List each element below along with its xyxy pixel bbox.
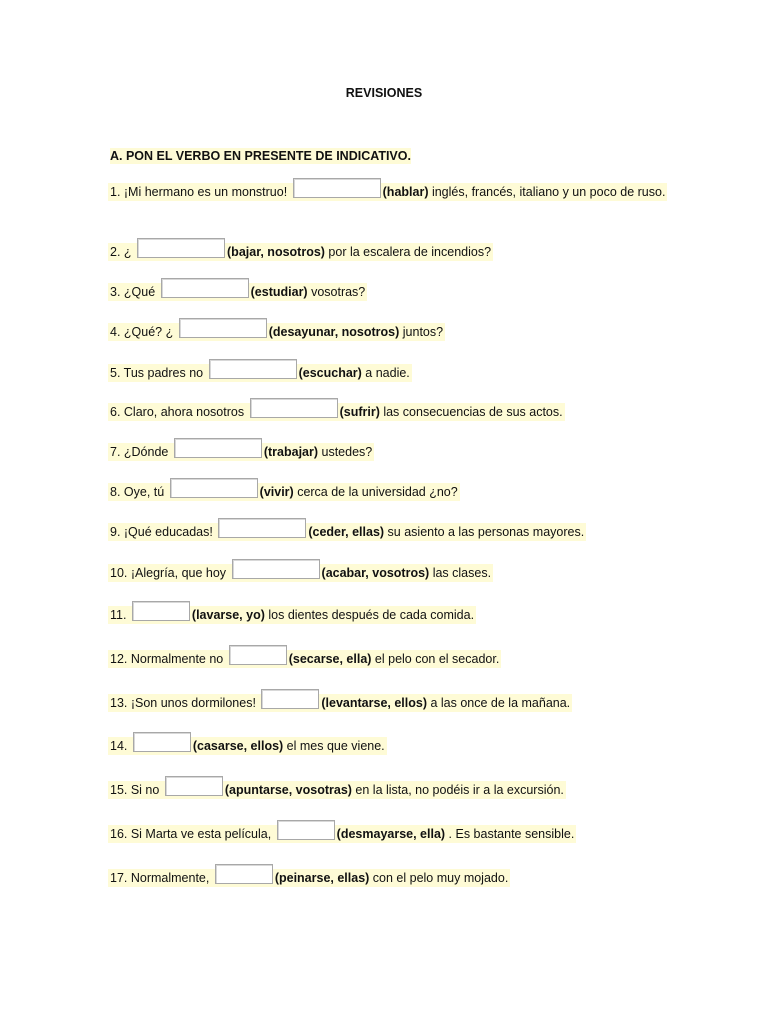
item-text-before: 4. ¿Qué? ¿	[110, 325, 177, 339]
item-text-after: . Es bastante sensible.	[445, 827, 575, 841]
answer-input-2[interactable]	[137, 238, 225, 258]
answer-input-17[interactable]	[215, 864, 273, 884]
verb-hint: (peinarse, ellas)	[274, 871, 370, 885]
item-text-after: por la escalera de incendios?	[324, 245, 492, 259]
item-text-before: 11.	[110, 608, 130, 622]
item-text-before: 7. ¿Dónde	[110, 445, 172, 459]
item-text-before: 17. Normalmente,	[110, 871, 213, 885]
exercise-item-9	[108, 522, 668, 544]
page-title: REVISIONES	[345, 86, 423, 100]
verb-hint: (apuntarse, vosotras)	[224, 783, 352, 797]
verb-hint: (acabar, vosotros)	[321, 566, 430, 580]
item-text-after: a las once de la mañana.	[427, 696, 571, 710]
answer-input-1[interactable]	[293, 178, 381, 198]
verb-hint: (casarse, ellos)	[192, 739, 284, 753]
item-text-before: 10. ¡Alegría, que hoy	[110, 566, 230, 580]
item-text-before: 14.	[110, 739, 131, 753]
verb-hint: (levantarse, ellos)	[321, 696, 427, 710]
verb-hint: (hablar)	[382, 185, 429, 199]
exercise-item-7	[108, 442, 668, 464]
exercise-item-2	[108, 242, 668, 264]
exercise-item-5	[108, 363, 668, 385]
exercise-item-8	[108, 482, 668, 504]
verb-hint: (trabajar)	[263, 445, 319, 459]
item-text-after: los dientes después de cada comida.	[264, 608, 475, 622]
verb-hint: (escuchar)	[298, 366, 362, 380]
answer-input-4[interactable]	[179, 318, 267, 338]
verb-hint: (desmayarse, ella)	[336, 827, 446, 841]
exercise-item-17	[108, 868, 668, 890]
exercise-item-3	[108, 282, 668, 304]
exercise-item-13	[108, 693, 668, 715]
item-text-after: su asiento a las personas mayores.	[384, 525, 585, 539]
answer-input-13[interactable]	[261, 689, 319, 709]
verb-hint: (lavarse, yo)	[191, 608, 265, 622]
item-text-after: el mes que viene.	[283, 739, 385, 753]
item-text-after: cerca de la universidad ¿no?	[293, 485, 458, 499]
item-text-before: 5. Tus padres no	[110, 366, 207, 380]
verb-hint: (ceder, ellas)	[308, 525, 385, 539]
item-text-after: el pelo con el secador.	[371, 652, 500, 666]
item-text-after: vosotras?	[307, 285, 366, 299]
verb-hint: (sufrir)	[339, 405, 380, 419]
exercise-item-14	[108, 736, 668, 758]
exercise-item-15	[108, 780, 668, 802]
answer-input-16[interactable]	[277, 820, 335, 840]
answer-input-6[interactable]	[250, 398, 338, 418]
item-text-after: a nadie.	[361, 366, 410, 380]
item-text-after: las consecuencias de sus actos.	[379, 405, 563, 419]
exercise-item-12	[108, 649, 668, 671]
exercise-item-1	[108, 182, 668, 204]
exercise-item-6	[108, 402, 668, 424]
item-text-after: las clases.	[429, 566, 492, 580]
item-text-before: 16. Si Marta ve esta película,	[110, 827, 275, 841]
item-text-after: con el pelo muy mojado.	[369, 871, 509, 885]
verb-hint: (vivir)	[259, 485, 294, 499]
verb-hint: (bajar, nosotros)	[227, 245, 325, 259]
item-text-before: 15. Si no	[110, 783, 163, 797]
answer-input-8[interactable]	[170, 478, 258, 498]
item-text-before: 9. ¡Qué educadas!	[110, 525, 217, 539]
exercise-item-10	[108, 563, 668, 585]
exercise-item-11	[108, 605, 668, 627]
item-text-before: 12. Normalmente no	[110, 652, 227, 666]
exercise-item-4	[108, 322, 668, 344]
item-text-before: 6. Claro, ahora nosotros	[110, 405, 248, 419]
answer-input-14[interactable]	[133, 732, 191, 752]
item-text-before: 1. ¡Mi hermano es un monstruo!	[110, 185, 291, 199]
answer-input-7[interactable]	[174, 438, 262, 458]
verb-hint: (estudiar)	[250, 285, 308, 299]
item-text-after: ustedes?	[318, 445, 373, 459]
item-text-after: inglés, francés, italiano y un poco de ruso.	[428, 185, 666, 199]
answer-input-15[interactable]	[165, 776, 223, 796]
answer-input-12[interactable]	[229, 645, 287, 665]
item-text-before: 2. ¿	[110, 245, 136, 259]
item-text-after: juntos?	[399, 325, 444, 339]
item-text-before: 3. ¿Qué	[110, 285, 159, 299]
answer-input-3[interactable]	[161, 278, 249, 298]
answer-input-5[interactable]	[209, 359, 297, 379]
answer-input-10[interactable]	[232, 559, 320, 579]
item-text-after: en la lista, no podéis ir a la excursión.	[351, 783, 564, 797]
answer-input-9[interactable]	[218, 518, 306, 538]
answer-input-11[interactable]	[132, 601, 190, 621]
item-text-before: 13. ¡Son unos dormilones!	[110, 696, 260, 710]
verb-hint: (secarse, ella)	[288, 652, 372, 666]
item-text-before: 8. Oye, tú	[110, 485, 168, 499]
section-heading: A. PON EL VERBO EN PRESENTE DE INDICATIVO.	[110, 149, 411, 163]
exercise-item-16	[108, 824, 668, 846]
verb-hint: (desayunar, nosotros)	[268, 325, 400, 339]
